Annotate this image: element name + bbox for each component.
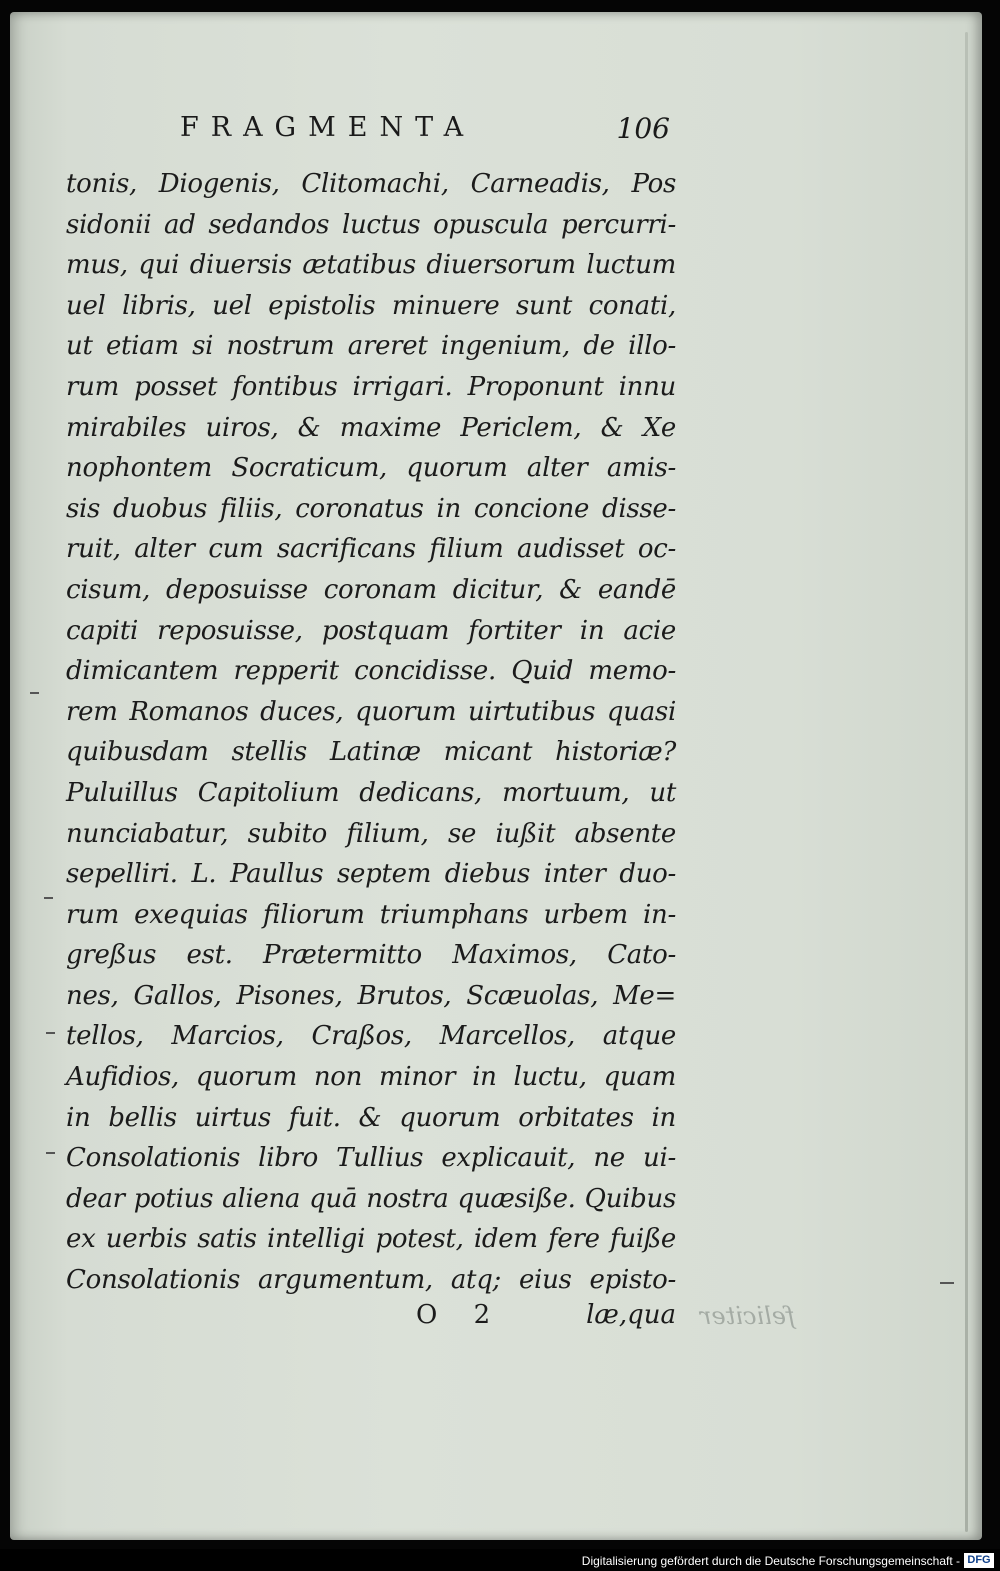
text-line: nunciabatur, subito filium, se iußit absente (66, 818, 676, 849)
text-line: rem Romanos duces, quorum uirtutibus quasi (66, 696, 676, 727)
text-line: Consolationis argumentum, atq; eius episto- (66, 1265, 676, 1296)
text-line: greßus est. Prætermitto Maximos, Cato- (66, 940, 676, 971)
text-line: Puluillus Capitolium dedicans, mortuum, ut (66, 777, 676, 808)
bleed-through-text: feliciter (700, 1302, 795, 1330)
text-line: quibusdam stellis Latinæ micant historiæ? (66, 737, 676, 768)
text-line: uel libris, uel epistolis minuere sunt conati, (66, 290, 676, 321)
text-line: Consolationis libro Tullius explicauit, ne ui- (66, 1143, 676, 1174)
text-line: sepelliri. L. Paullus septem diebus inter duo- (66, 859, 676, 890)
text-line: dimicantem repperit concidisse. Quid memo- (66, 656, 676, 687)
dfg-logo: DFG (964, 1553, 994, 1568)
page-edge (965, 32, 968, 1532)
text-line: ut etiam si nostrum areret ingenium, de illo- (66, 331, 676, 362)
page-number: 106 (616, 112, 670, 145)
credit-text: Digitalisierung gefördert durch die Deutsche Forschungsgemeinschaft - (581, 1554, 960, 1568)
signature-mark: O 2 (416, 1300, 505, 1330)
body-text (66, 164, 676, 1301)
text-line: sis duobus filiis, coronatus in concione disse- (66, 493, 676, 524)
running-title: FRAGMENTA (180, 112, 476, 143)
book-page (10, 12, 982, 1540)
text-line: sidonii ad sedandos luctus opuscula percurri- (66, 209, 676, 240)
catchword: læ,qua (586, 1300, 676, 1330)
text-line: tonis, Diogenis, Clitomachi, Carneadis, Pos (66, 169, 676, 199)
text-line: mirabiles uiros, & maxime Periclem, & Xe (66, 412, 676, 443)
text-line: mus, qui diuersis ætatibus diuersorum luctum (66, 250, 676, 281)
text-line: capiti reposuisse, postquam fortiter in acie (66, 615, 676, 646)
text-line: in bellis uirtus fuit. & quorum orbitates in (66, 1102, 676, 1133)
text-line: ex uerbis satis intelligi potest, idem fere fuiße (66, 1224, 676, 1255)
text-line: nes, Gallos, Pisones, Brutos, Scæuolas, Me= (66, 980, 676, 1011)
text-line: dear potius aliena quā nostra quæsiße. Quibus (66, 1183, 676, 1214)
text-line: tellos, Marcios, Craßos, Marcellos, atque (66, 1021, 676, 1052)
text-line: nophontem Socraticum, quorum alter amis- (66, 453, 676, 484)
margin-mark (30, 692, 39, 694)
text-line: cisum, deposuisse coronam dicitur, & eandē (66, 574, 676, 605)
credit-banner (0, 1549, 1000, 1571)
margin-mark (46, 1032, 55, 1034)
page-footer (66, 1300, 676, 1340)
text-line: rum posset fontibus irrigari. Proponunt innu (66, 371, 676, 402)
margin-mark (940, 1282, 954, 1284)
margin-mark (46, 1152, 55, 1154)
text-line: ruit, alter cum sacrificans filium audisset oc- (66, 534, 676, 565)
text-line: Aufidios, quorum non minor in luctu, quam (66, 1062, 676, 1093)
page-header (180, 112, 670, 152)
text-line: rum exequias filiorum triumphans urbem in- (66, 899, 676, 930)
margin-mark (44, 897, 53, 899)
